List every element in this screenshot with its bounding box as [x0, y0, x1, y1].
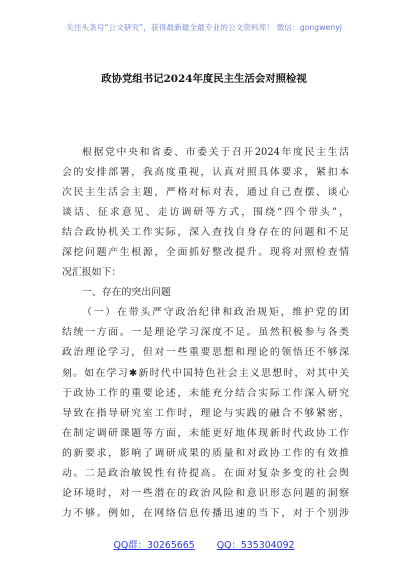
- paragraph-line: 结合政协机关工作实际，深入查找自身存在的问题和不足: [62, 227, 349, 239]
- paragraph-line: 次民主生活会主题，严格对标对表，通过自己查摆、谈心: [62, 187, 349, 199]
- paragraph-line: 于政协工作的重要论述，未能充分结合实际工作深入研究: [62, 387, 349, 399]
- header-banner: 关注头条号“公文研究”，获得最新最全最专业的公文资料库！ 微信：gongwenyj: [66, 23, 342, 32]
- section-heading: 一、存在的突出问题: [82, 287, 171, 299]
- paragraph-line: 深挖问题产生根源，全面抓好整改提升。现将对照检查情: [62, 247, 349, 259]
- paragraph-line: 在制定调研课题等方面，未能更好地体现新时代政协工作: [62, 427, 349, 439]
- paragraph-line: 政治理论学习，但对一些重要思想和理论的领悟还不够深: [62, 347, 349, 359]
- paragraph-line: 论环境时，对一些潜在的政治风险和意识形态问题的洞察: [62, 487, 349, 499]
- paragraph-line: 会的安排部署，我高度重视，认真对照具体要求，紧扣本: [62, 167, 349, 179]
- document-body: [62, 143, 349, 524]
- paragraph-line: 根据党中央和省委、市委关于召开2024年度民主生活: [82, 147, 349, 158]
- paragraph-line: 结统一方面。一是理论学习深度不足。虽然积极参与各类: [62, 327, 349, 339]
- paragraph-line: 谈话、征求意见、走访调研等方式，围绕“四个带头”，: [62, 207, 349, 219]
- qq-contact-link[interactable]: QQ：535304092: [216, 540, 295, 551]
- paragraph-line: 导致在指导研究室工作时，理论与实践的融合不够紧密，: [62, 407, 349, 419]
- paragraph-line: 的新要求，影响了调研成果的质量和对政协工作的有效推: [62, 447, 349, 459]
- paragraph-line: 动。二是政治敏锐性有待提高。在面对复杂多变的社会舆: [62, 467, 349, 479]
- qq-group-link[interactable]: QQ群：30265665: [113, 540, 195, 551]
- footer-contact: [0, 537, 408, 551]
- paragraph-line: 力不够。例如，在网络信息传播迅速的当下，对于个别涉: [62, 507, 349, 519]
- document-title: 政协党组书记2024年度民主生活会对照检视: [101, 73, 307, 85]
- paragraph-line: （一）在带头严守政治纪律和政治规矩，维护党的团: [82, 307, 349, 319]
- paragraph-line: 况汇报如下：: [62, 267, 122, 279]
- paragraph-line: 刻。如在学习✱新时代中国特色社会主义思想时，对其中关: [62, 367, 349, 379]
